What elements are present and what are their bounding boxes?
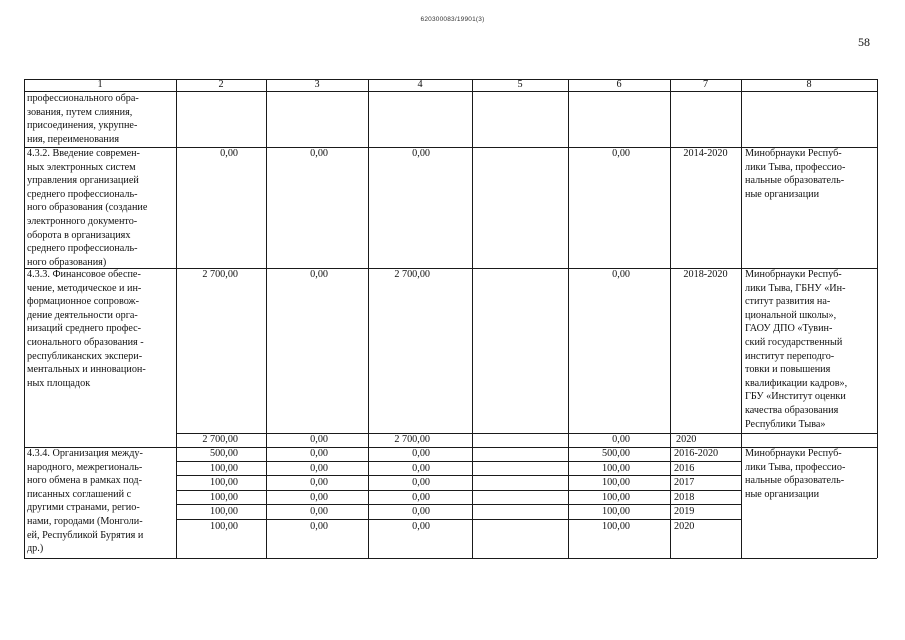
executor-line: лики Тыва, профессио- xyxy=(745,161,846,173)
cell-value: 0,00 xyxy=(220,148,238,159)
executor-line: качества образования xyxy=(745,405,839,416)
cell-value: 0,00 xyxy=(412,462,430,474)
executor-line: квалификации кадров», xyxy=(745,377,848,389)
cell-value: 0,00 xyxy=(310,462,328,474)
year-cell: 2019 xyxy=(674,506,695,517)
cell-value: 0,00 xyxy=(412,477,430,488)
row-description-line: ных электронных систем xyxy=(27,161,136,173)
cell-value: 100,00 xyxy=(601,520,630,532)
cell-value: 0,00 xyxy=(412,448,430,459)
year-cell: 2016-2020 xyxy=(674,448,719,459)
row-description-line: ния, переименования xyxy=(27,133,120,145)
column-header: 6 xyxy=(616,79,622,90)
row-description-line: ных площадок xyxy=(27,377,91,389)
cell-value: 100,00 xyxy=(209,491,238,503)
document-id: 620300083/19901(3) xyxy=(420,16,485,23)
executor-line: Минобрнауки Респуб- xyxy=(745,148,842,159)
row-description-line: профессионального обра- xyxy=(27,93,139,104)
row-description-line: др.) xyxy=(27,543,44,555)
executor-line: товки и повышения xyxy=(745,364,831,376)
executor-line: лики Тыва, профессио- xyxy=(745,461,846,473)
row-description-line: народного, межрегиональ- xyxy=(27,461,143,473)
row-description-line: писанных соглашений с xyxy=(27,488,132,500)
cell-value: 500,00 xyxy=(601,448,630,459)
year-cell: 2020 xyxy=(674,520,695,532)
table-border xyxy=(176,475,741,476)
cell-value: 0,00 xyxy=(310,506,328,517)
cell-value: 2 700,00 xyxy=(202,269,238,280)
cell-value: 0,00 xyxy=(612,269,630,280)
cell-value: 100,00 xyxy=(601,506,630,517)
row-description-line: ментальных и инновацион- xyxy=(27,364,146,376)
year-cell: 2016 xyxy=(674,462,695,474)
cell-value: 0,00 xyxy=(612,434,630,445)
row-description-line: 4.3.4. Организация между- xyxy=(27,448,143,459)
executor-line: ский государственный xyxy=(745,337,843,348)
row-description-line: 4.3.2. Введение современ- xyxy=(27,148,140,159)
page-number: 58 xyxy=(858,35,870,49)
cell-value: 2 700,00 xyxy=(202,434,238,445)
table-border xyxy=(176,461,741,462)
table-border xyxy=(472,79,473,558)
cell-value: 2 700,00 xyxy=(394,434,430,445)
year-cell: 2017 xyxy=(674,477,695,488)
row-description-line: среднего профессиональ- xyxy=(27,243,138,255)
column-header: 8 xyxy=(806,79,812,90)
row-description-line: 4.3.3. Финансовое обеспе- xyxy=(27,269,141,280)
row-description-line: другими странами, регио- xyxy=(27,502,140,514)
cell-value: 0,00 xyxy=(310,148,328,159)
table-border xyxy=(24,558,877,559)
cell-value: 0,00 xyxy=(310,448,328,459)
cell-value: 0,00 xyxy=(310,477,328,488)
row-description-line: зования, путем слияния, xyxy=(27,106,133,118)
cell-value: 0,00 xyxy=(612,148,630,159)
row-description-line: электронного документо- xyxy=(27,216,138,227)
row-description-line: ного образования) xyxy=(27,256,107,268)
cell-value: 0,00 xyxy=(310,434,328,445)
cell-value: 0,00 xyxy=(412,520,430,532)
row-description-line: управления организацией xyxy=(27,175,139,187)
row-description-line: ного образования (создание xyxy=(27,202,148,214)
column-header: 2 xyxy=(218,79,224,90)
cell-value: 0,00 xyxy=(412,148,430,159)
executor-line: циональной школы», xyxy=(745,309,837,321)
executor-line: ГАОУ ДПО «Тувин- xyxy=(745,323,833,335)
table-border xyxy=(24,79,25,558)
cell-value: 500,00 xyxy=(209,448,238,459)
cell-value: 100,00 xyxy=(209,462,238,474)
executor-line: ные организации xyxy=(745,488,820,500)
executor-line: Минобрнауки Респуб- xyxy=(745,269,842,280)
cell-value: 100,00 xyxy=(209,520,238,532)
row-description-line: среднего профессиональ- xyxy=(27,188,138,200)
column-header: 7 xyxy=(702,79,709,90)
row-description-line: оборота в организациях xyxy=(27,229,131,241)
column-header: 5 xyxy=(517,79,523,90)
cell-value: 100,00 xyxy=(209,506,238,517)
column-header: 4 xyxy=(417,79,423,90)
executor-line: лики Тыва, ГБНУ «Ин- xyxy=(745,282,846,294)
executor-line: ные организации xyxy=(745,188,820,200)
row-description-line: сионального образования - xyxy=(27,337,144,348)
table-border xyxy=(176,504,741,505)
cell-value: 0,00 xyxy=(310,520,328,532)
year-cell: 2020 xyxy=(676,434,697,445)
cell-value: 100,00 xyxy=(209,477,238,488)
cell-value: 0,00 xyxy=(412,506,430,517)
table-border xyxy=(176,490,741,491)
row-description-line: чение, методическое и ин- xyxy=(27,282,142,294)
year-cell: 2018 xyxy=(674,491,695,503)
row-description-line: формационное сопровож- xyxy=(27,296,139,308)
executor-line: Республики Тыва» xyxy=(745,418,826,430)
row-description-line: нами, городами (Монголи- xyxy=(27,516,143,527)
cell-value: 2 700,00 xyxy=(394,269,430,280)
row-description-line: присоединения, укрупне- xyxy=(27,120,138,132)
cell-value: 100,00 xyxy=(601,491,630,503)
row-description-line: дение деятельности орга- xyxy=(27,309,138,321)
table-border xyxy=(176,519,741,520)
row-description-line: ного обмена в рамках под- xyxy=(27,475,142,487)
executor-line: институт переподго- xyxy=(745,350,835,362)
row-description-line: низаций среднего профес- xyxy=(27,323,142,335)
executor-line: нальные образователь- xyxy=(745,175,845,187)
cell-value: 0,00 xyxy=(310,491,328,503)
cell-value: 100,00 xyxy=(601,462,630,474)
cell-value: 0,00 xyxy=(412,491,430,503)
executor-line: Минобрнауки Респуб- xyxy=(745,448,842,459)
cell-value: 0,00 xyxy=(310,269,328,280)
cell-value: 100,00 xyxy=(601,477,630,488)
row-description-line: ей, Республикой Бурятия и xyxy=(27,529,144,541)
row-description-line: республиканских экспери- xyxy=(27,350,143,362)
executor-line: ГБУ «Институт оценки xyxy=(745,391,846,403)
table-border xyxy=(877,79,878,558)
column-header: 1 xyxy=(97,79,103,90)
year-cell: 2014-2020 xyxy=(683,148,728,159)
column-header: 3 xyxy=(314,79,320,90)
year-cell: 2018-2020 xyxy=(683,269,728,280)
executor-line: ститут развития на- xyxy=(745,296,831,308)
executor-line: нальные образователь- xyxy=(745,475,845,487)
